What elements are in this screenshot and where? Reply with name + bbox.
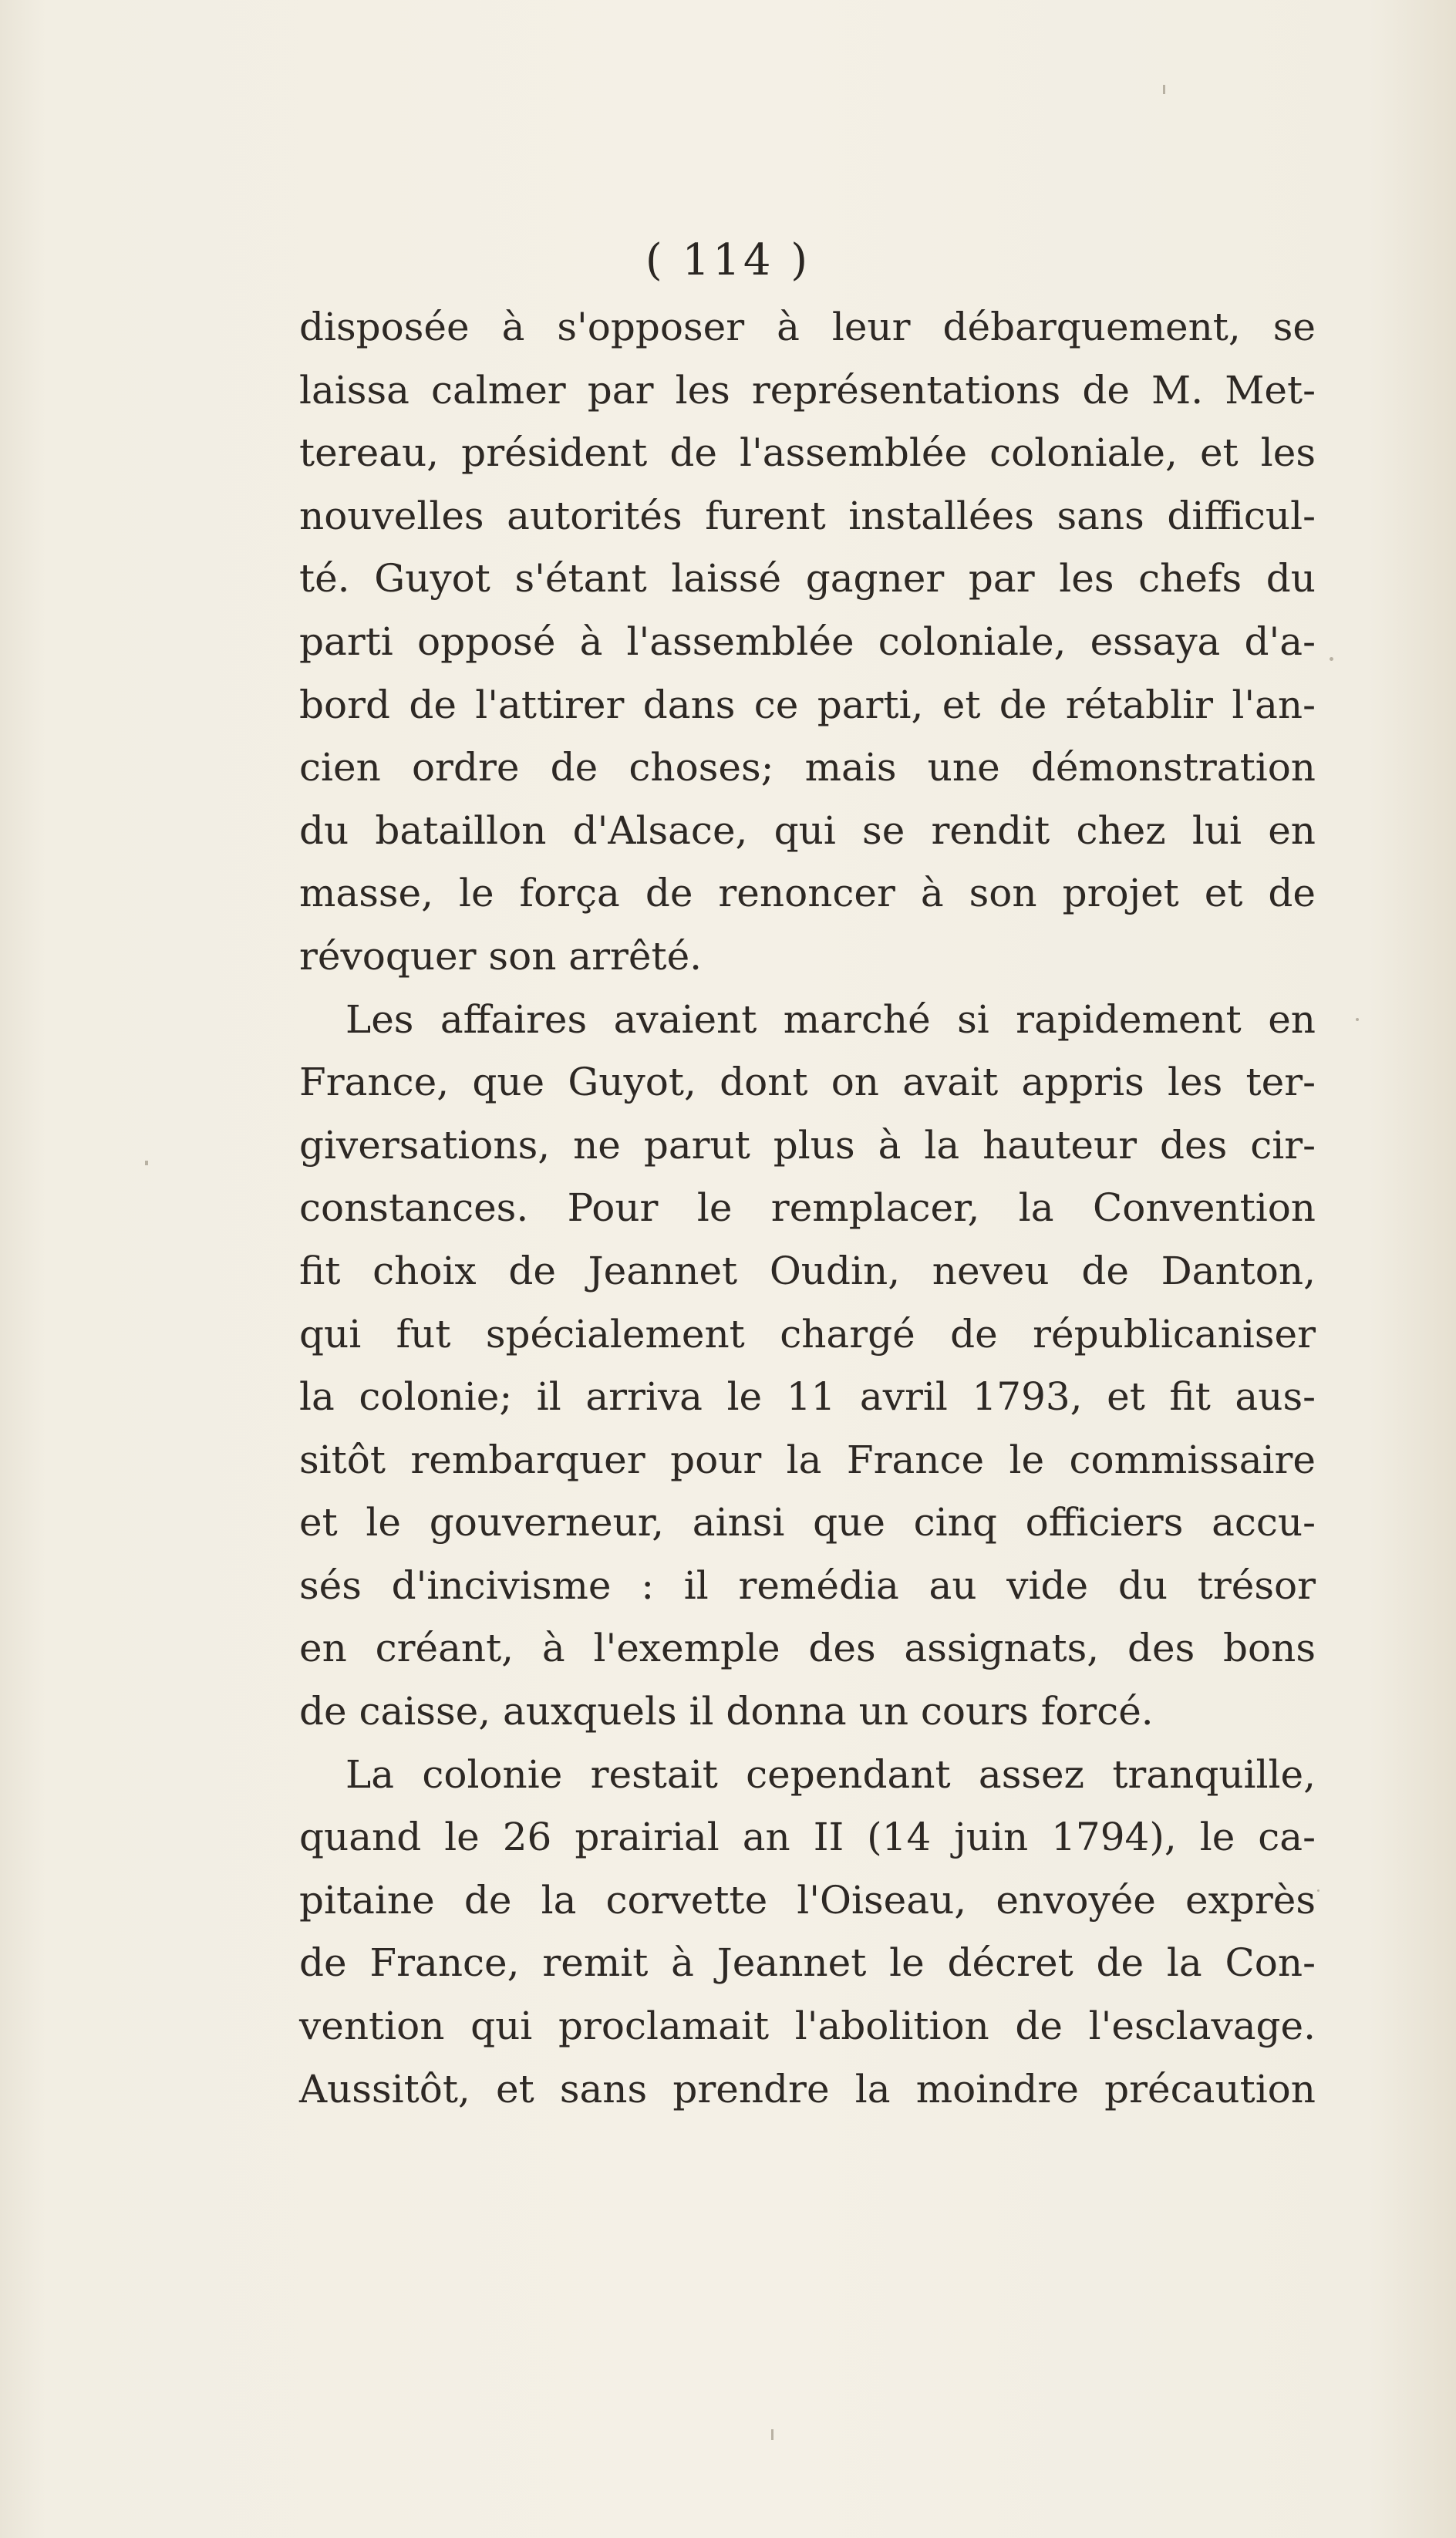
text-line: sitôt rembarquer pour la France le commissaire <box>299 1437 1316 1482</box>
paper-speck <box>1356 1018 1359 1021</box>
text-line: La colonie restait cependant assez tranquille, <box>345 1751 1316 1797</box>
text-line: bord de l'attirer dans ce parti, et de rétablir l'an- <box>299 682 1316 727</box>
text-line: disposée à s'opposer à leur débarquement, se <box>299 305 1316 349</box>
text-line: parti opposé à l'assemblée coloniale, essaya d'a- <box>299 618 1316 664</box>
text-line: sés d'incivisme : il remédia au vide du trésor <box>299 1562 1316 1608</box>
text-line: vention qui proclamait l'abolition de l'esclavage. <box>299 2004 1316 2049</box>
body-text <box>299 296 1316 2121</box>
paper-speck <box>1163 85 1165 94</box>
text-line: révoquer son arrêté. <box>299 933 703 979</box>
paper-speck <box>771 2429 774 2440</box>
text-line: France, que Guyot, dont on avait appris les ter- <box>299 1060 1316 1105</box>
text-line: laissa calmer par les représentations de M. Met- <box>299 367 1316 413</box>
text-line: Aussitôt, et sans prendre la moindre précaution <box>299 2066 1316 2112</box>
text-line: fit choix de Jeannet Oudin, neveu de Danton, <box>299 1248 1316 1293</box>
text-line: nouvelles autorités furent installées sans difficul- <box>299 493 1316 538</box>
text-line: constances. Pour le remplacer, la Convention <box>299 1185 1316 1231</box>
text-line: giversations, ne parut plus à la hauteur des cir- <box>299 1122 1316 1168</box>
text-line: pitaine de la corvette l'Oiseau, envoyée exprès <box>299 1877 1316 1923</box>
paper-speck <box>145 1161 148 1165</box>
page-number: ( 114 ) <box>645 235 811 285</box>
text-line: masse, le força de renoncer à son projet et de <box>299 871 1316 916</box>
text-line: de caisse, auxquels il donna un cours forcé. <box>299 1689 1154 1734</box>
text-line: quand le 26 prairial an II (14 juin 1794), le ca- <box>299 1815 1316 1860</box>
text-line: de France, remit à Jeannet le décret de la Con- <box>299 1940 1316 1986</box>
text-line: la colonie; il arriva le 11 avril 1793, et fit aus- <box>299 1374 1316 1420</box>
text-line: cien ordre de choses; mais une démonstration <box>299 745 1316 790</box>
text-line: qui fut spécialement chargé de républicaniser <box>299 1311 1316 1357</box>
text-line: et le gouverneur, ainsi que cinq officiers accu- <box>299 1500 1316 1545</box>
text-line: té. Guyot s'étant laissé gagner par les chefs du <box>299 556 1316 602</box>
paper-speck <box>1330 657 1333 661</box>
text-line: Les affaires avaient marché si rapidement en <box>345 996 1316 1042</box>
text-line: du bataillon d'Alsace, qui se rendit chez lui en <box>299 807 1316 853</box>
text-line: en créant, à l'exemple des assignats, des bons <box>299 1626 1316 1671</box>
paper-speck <box>1317 1889 1320 1892</box>
text-line: tereau, président de l'assemblée coloniale, et les <box>299 430 1316 476</box>
